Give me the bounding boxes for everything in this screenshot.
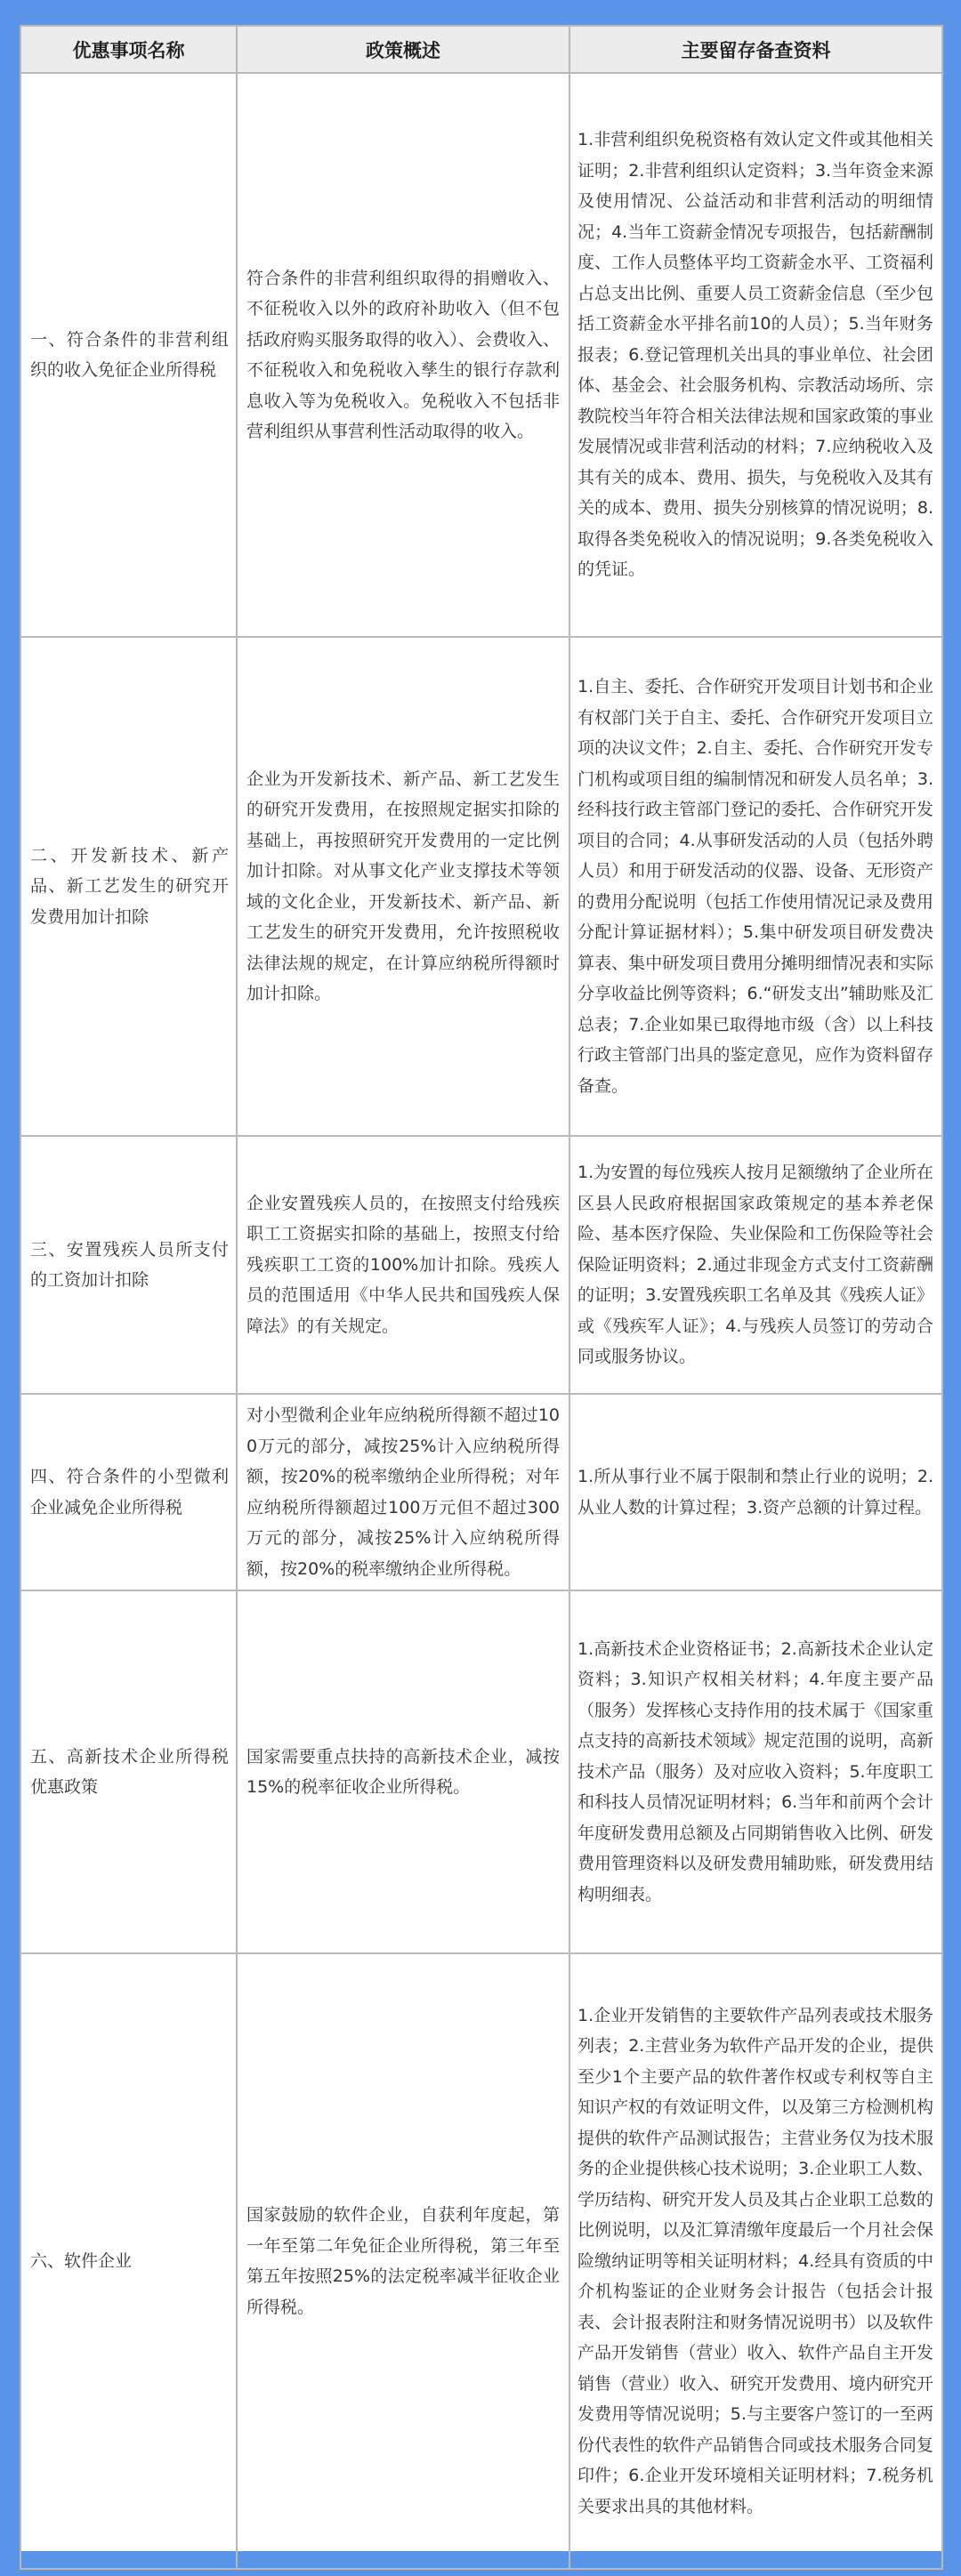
policy-overview: 企业为开发新技术、新产品、新工艺发生的研究开发费用，在按照规定据实扣除的基础上，再按照研究开发费用的一定比例加计扣除。对从事文化产业支撑技术等领域的文化企业，开发新技术、新产品、新工艺发生的研究开发费用，允许按照税收法律法规的规定，在计算应纳税所得额时加计扣除。 bbox=[237, 637, 569, 1136]
header-policy-overview: 政策概述 bbox=[237, 26, 569, 73]
retained-materials: 1.非营利组织免税资格有效认定文件或其他相关证明；2.非营利组织认定资料；3.当年资金来源及使用情况、公益活动和非营利活动的明细情况；4.当年工资薪金情况专项报告，包括薪酬制度、工作人员整体平均工资薪金水平、工资福利占总支出比例、重要人员工资薪金信息（至少包括工资薪金水平排名前10的人员）；5.当年财务报表；6.登记管理机关出具的事业单位、社会团体、基金会、社会服务机构、宗教活动场所、宗教院校当年符合相关法律法规和国家政策的事业发展情况或非营利活动的材料；7.应纳税收入及其有关的成本、费用、损失，与免税收入及其有关的成本、费用、损失分别核算的情况说明；8.取得各类免税收入的情况说明；9.各类免税收入的凭证。 bbox=[569, 73, 942, 637]
retained-materials: 1.所从事行业不属于限制和禁止行业的说明；2.从业人数的计算过程；3.资产总额的计算过程。 bbox=[569, 1394, 942, 1590]
policy-overview: 企业安置残疾人员的，在按照支付给残疾职工工资据实扣除的基础上，按照支付给残疾职工工资的100%加计扣除。残疾人员的范围适用《中华人民共和国残疾人保障法》的有关规定。 bbox=[237, 1136, 569, 1394]
item-name: 六、软件企业 bbox=[20, 1953, 237, 2569]
retained-materials: 1.为安置的每位残疾人按月足额缴纳了企业所在区县人民政府根据国家政策规定的基本养老保险、基本医疗保险、失业保险和工伤保险等社会保险证明资料；2.通过非现金方式支付工资薪酬的证明；3.安置残疾职工名单及其《残疾人证》或《残疾军人证》；4.与残疾人员签订的劳动合同或服务协议。 bbox=[569, 1136, 942, 1394]
policy-overview: 符合条件的非营利组织取得的捐赠收入、不征税收入以外的政府补助收入（但不包括政府购买服务取得的收入）、会费收入、不征税收入和免税收入孳生的银行存款利息收入等为免税收入。免税收入不包括非营利组织从事营利性活动取得的收入。 bbox=[237, 73, 569, 637]
table-row bbox=[20, 1590, 942, 1953]
header-item-name: 优惠事项名称 bbox=[20, 26, 237, 73]
item-name: 四、符合条件的小型微利企业减免企业所得税 bbox=[20, 1394, 237, 1590]
table-row bbox=[20, 73, 942, 637]
retained-materials: 1.高新技术企业资格证书；2.高新技术企业认定资料；3.知识产权相关材料；4.年度主要产品（服务）发挥核心支持作用的技术属于《国家重点支持的高新技术领域》规定范围的说明，高新技术产品（服务）及对应收入资料；5.年度职工和科技人员情况证明材料；6.当年和前两个会计年度研发费用总额及占同期销售收入比例、研发费用管理资料以及研发费用辅助账，研发费用结构明细表。 bbox=[569, 1590, 942, 1953]
policy-overview: 对小型微利企业年应纳税所得额不超过100万元的部分，减按25%计入应纳税所得额，按20%的税率缴纳企业所得税；对年应纳税所得额超过100万元但不超过300万元的部分，减按25%计入应纳税所得额，按20%的税率缴纳企业所得税。 bbox=[237, 1394, 569, 1590]
policy-table bbox=[20, 25, 943, 2570]
table-row bbox=[20, 1394, 942, 1590]
table-row bbox=[20, 1136, 942, 1394]
policy-overview: 国家需要重点扶持的高新技术企业，减按15%的税率征收企业所得税。 bbox=[237, 1590, 569, 1953]
policy-table-container bbox=[20, 25, 941, 2551]
item-name: 三、安置残疾人员所支付的工资加计扣除 bbox=[20, 1136, 237, 1394]
item-name: 一、符合条件的非营利组织的收入免征企业所得税 bbox=[20, 73, 237, 637]
retained-materials: 1.自主、委托、合作研究开发项目计划书和企业有权部门关于自主、委托、合作研究开发项目立项的决议文件；2.自主、委托、合作研究开发专门机构或项目组的编制情况和研发人员名单；3.经科技行政主管部门登记的委托、合作研究开发项目的合同；4.从事研发活动的人员（包括外聘人员）和用于研发活动的仪器、设备、无形资产的费用分配说明（包括工作使用情况记录及费用分配计算证据材料）；5.集中研发项目研发费决算表、集中研发项目费用分摊明细情况表和实际分享收益比例等资料；6.“研发支出”辅助账及汇总表；7.企业如果已取得地市级（含）以上科技行政主管部门出具的鉴定意见，应作为资料留存备查。 bbox=[569, 637, 942, 1136]
policy-overview: 国家鼓励的软件企业，自获利年度起，第一年至第二年免征企业所得税，第三年至第五年按照25%的法定税率减半征收企业所得税。 bbox=[237, 1953, 569, 2569]
header-retained-materials: 主要留存备查资料 bbox=[569, 26, 942, 73]
table-header-row bbox=[20, 26, 942, 73]
item-name: 二、开发新技术、新产品、新工艺发生的研究开发费用加计扣除 bbox=[20, 637, 237, 1136]
retained-materials: 1.企业开发销售的主要软件产品列表或技术服务列表；2.主营业务为软件产品开发的企业，提供至少1个主要产品的软件著作权或专利权等自主知识产权的有效证明文件，以及第三方检测机构提供的软件产品测试报告；主营业务仅为技术服务的企业提供核心技术说明；3.企业职工人数、学历结构、研究开发人员及其占企业职工总数的比例说明，以及汇算清缴年度最后一个月社会保险缴纳证明等相关证明材料；4.经具有资质的中介机构鉴证的企业财务会计报告（包括会计报表、会计报表附注和财务情况说明书）以及软件产品开发销售（营业）收入、软件产品自主开发销售（营业）收入、研究开发费用、境内研究开发费用等情况说明；5.与主要客户签订的一至两份代表性的软件产品销售合同或技术服务合同复印件；6.企业开发环境相关证明材料；7.税务机关要求出具的其他材料。 bbox=[569, 1953, 942, 2569]
table-row bbox=[20, 637, 942, 1136]
item-name: 五、高新技术企业所得税优惠政策 bbox=[20, 1590, 237, 1953]
table-row bbox=[20, 1953, 942, 2569]
